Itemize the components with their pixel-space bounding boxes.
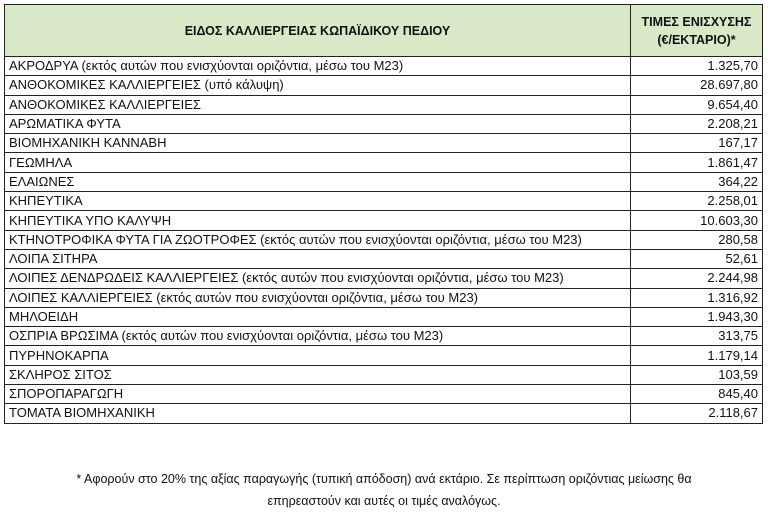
support-price-cell: 10.603,30	[631, 211, 763, 230]
support-price-cell: 2.208,21	[631, 114, 763, 133]
table-row	[5, 307, 763, 326]
header-support-price-line2: (€/ΕΚΤΑΡΙΟ)*	[657, 33, 736, 47]
crop-type-cell: ΚΤΗΝΟΤΡΟΦΙΚΑ ΦΥΤΑ ΓΙΑ ΖΩΟΤΡΟΦΕΣ (εκτός αυτών που ενισχύονται οριζόντια, μέσω του Μ23)	[5, 230, 631, 249]
table-row	[5, 269, 763, 288]
table-row	[5, 57, 763, 76]
table-row	[5, 76, 763, 95]
support-price-cell: 1.943,30	[631, 307, 763, 326]
crop-type-cell: ΓΕΩΜΗΛΑ	[5, 153, 631, 172]
support-price-cell: 845,40	[631, 385, 763, 404]
crop-type-cell: ΚΗΠΕΥΤΙΚΑ	[5, 192, 631, 211]
crop-type-cell: ΠΥΡΗΝΟΚΑΡΠΑ	[5, 346, 631, 365]
crop-type-cell: ΛΟΙΠΕΣ ΚΑΛΛΙΕΡΓΕΙΕΣ (εκτός αυτών που ενισχύονται οριζόντια, μέσω του Μ23)	[5, 288, 631, 307]
footnote-line2: επηρεαστούν και αυτές οι τιμές αναλόγως.	[267, 494, 501, 508]
support-table-container	[4, 4, 762, 424]
support-price-cell: 1.861,47	[631, 153, 763, 172]
crop-type-cell: ΛΟΙΠΑ ΣΙΤΗΡΑ	[5, 249, 631, 268]
crop-type-cell: ΚΗΠΕΥΤΙΚΑ ΥΠΟ ΚΑΛΥΨΗ	[5, 211, 631, 230]
table-row	[5, 192, 763, 211]
support-price-cell: 364,22	[631, 172, 763, 191]
crop-type-cell: ΜΗΛΟΕΙΔΗ	[5, 307, 631, 326]
table-body	[5, 57, 763, 424]
crop-type-cell: ΣΚΛΗΡΟΣ ΣΙΤΟΣ	[5, 365, 631, 384]
footnote-line1: * Αφορούν στο 20% της αξίας παραγωγής (τυπική απόδοση) ανά εκτάριο. Σε περίπτωση οριζόντιας μείωσης θα	[76, 472, 692, 486]
footnote	[0, 468, 768, 512]
support-price-cell: 280,58	[631, 230, 763, 249]
table-row	[5, 249, 763, 268]
support-price-cell: 52,61	[631, 249, 763, 268]
table-row	[5, 327, 763, 346]
table-row	[5, 288, 763, 307]
table-row	[5, 172, 763, 191]
header-support-price	[631, 5, 763, 57]
crop-type-cell: ΑΡΩΜΑΤΙΚΑ ΦΥΤΑ	[5, 114, 631, 133]
table-row	[5, 134, 763, 153]
table-row	[5, 385, 763, 404]
support-price-cell: 1.325,70	[631, 57, 763, 76]
table-row	[5, 404, 763, 423]
support-price-cell: 2.258,01	[631, 192, 763, 211]
table-row	[5, 153, 763, 172]
crop-type-cell: ΑΝΘΟΚΟΜΙΚΕΣ ΚΑΛΛΙΕΡΓΕΙΕΣ (υπό κάλυψη)	[5, 76, 631, 95]
support-price-cell: 167,17	[631, 134, 763, 153]
table-header-row	[5, 5, 763, 57]
header-support-price-line1: ΤΙΜΕΣ ΕΝΙΣΧΥΣΗΣ	[641, 15, 752, 29]
crop-type-cell: ΤΟΜΑΤΑ ΒΙΟΜΗΧΑΝΙΚΗ	[5, 404, 631, 423]
crop-type-cell: ΟΣΠΡΙΑ ΒΡΩΣΙΜΑ (εκτός αυτών που ενισχύονται οριζόντια, μέσω του Μ23)	[5, 327, 631, 346]
table-row	[5, 230, 763, 249]
support-price-cell: 313,75	[631, 327, 763, 346]
table-row	[5, 95, 763, 114]
crop-type-cell: ΑΝΘΟΚΟΜΙΚΕΣ ΚΑΛΛΙΕΡΓΕΙΕΣ	[5, 95, 631, 114]
table-row	[5, 346, 763, 365]
support-price-cell: 103,59	[631, 365, 763, 384]
support-price-cell: 28.697,80	[631, 76, 763, 95]
support-price-cell: 2.244,98	[631, 269, 763, 288]
support-price-cell: 1.179,14	[631, 346, 763, 365]
support-price-cell: 2.118,67	[631, 404, 763, 423]
support-price-cell: 9.654,40	[631, 95, 763, 114]
support-price-cell: 1.316,92	[631, 288, 763, 307]
table-row	[5, 365, 763, 384]
table-row	[5, 114, 763, 133]
support-prices-table	[4, 4, 763, 424]
header-crop-type: ΕΙΔΟΣ ΚΑΛΛΙΕΡΓΕΙΑΣ ΚΩΠΑΪΔΙΚΟΥ ΠΕΔΙΟΥ	[5, 5, 631, 57]
crop-type-cell: ΛΟΙΠΕΣ ΔΕΝΔΡΩΔΕΙΣ ΚΑΛΛΙΕΡΓΕΙΕΣ (εκτός αυτών που ενισχύονται οριζόντια, μέσω του Μ23)	[5, 269, 631, 288]
crop-type-cell: ΑΚΡΟΔΡΥΑ (εκτός αυτών που ενισχύονται οριζόντια, μέσω του Μ23)	[5, 57, 631, 76]
crop-type-cell: ΒΙΟΜΗΧΑΝΙΚΗ ΚΑΝΝΑΒΗ	[5, 134, 631, 153]
table-row	[5, 211, 763, 230]
crop-type-cell: ΣΠΟΡΟΠΑΡΑΓΩΓΗ	[5, 385, 631, 404]
crop-type-cell: ΕΛΑΙΩΝΕΣ	[5, 172, 631, 191]
